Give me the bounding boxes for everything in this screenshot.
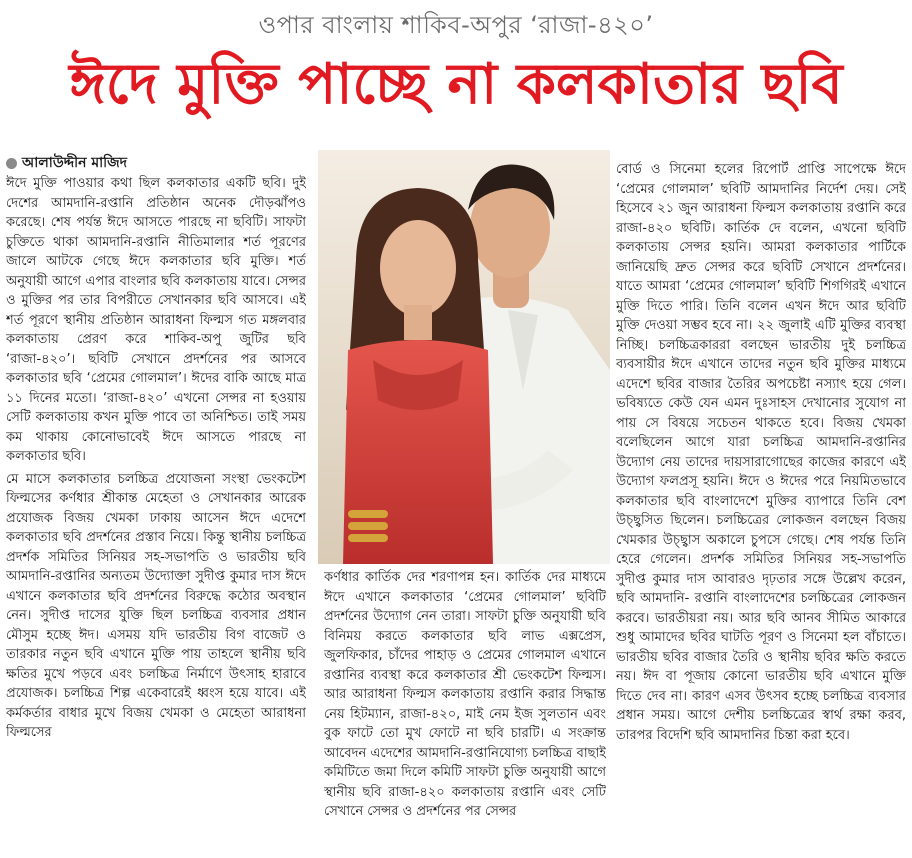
article-column-1 [6, 174, 306, 858]
column-1-paragraph-1: ঈদে মুক্তি পাওয়ার কথা ছিল কলকাতার একটি ছবি। দুই দেশের আমদানি-রপ্তানি প্রতিষ্ঠান অনেক দৌড়ঝাঁপও করেছে। শেষ পর্যন্ত ঈদে আসতে পারছে না ছবিটি। সাফটা চুক্তিতে থাকা আমদানি-রপ্তানি নীতিমালার শর্ত পূরণের জালে আটকে গেছে ঈদে কলকাতার ছবি মুক্তি। শর্ত অনুযায়ী আগে এপার বাংলার ছবি কলকাতায় যাবে। সেন্সর ও মুক্তির পর তার বিপরীতে সেখানকার ছবি আসবে। এই শর্ত পূরণে স্থানীয় প্রতিষ্ঠান আরাধনা ফিল্মস গত মঙ্গলবার কলকাতায় প্রেরণ করে শাকিব-অপু জুটির ছবি ‘রাজা-৪২০’। ছবিটি সেখানে প্রদর্শনের পর আসবে কলকাতার ছবি ‘প্রেমের গোলমাল’। ঈদের বাকি আছে মাত্র ১১ দিনের মতো। ‘রাজা-৪২০’ এখনো সেন্সর না হওয়ায় সেটি কলকাতায় কখন মুক্তি পাবে তা অনিশ্চিত। তাই সময় কম থাকায় কোনোভাবেই ঈদে আসতে পারছে না কলকাতার ছবি। [6, 176, 306, 464]
column-2-paragraph: কর্ণধার কার্তিক দের শরণাপন্ন হন। কার্তিক দের মাধ্যমে ঈদে এখানে কলকাতার ‘প্রেমের গোলমাল’ ছবিটি প্রদর্শনের উদ্যোগ নেন তারা। সাফটা চুক্তি অনুযায়ী ছবি বিনিময় করতে কলকাতার ছবি লাভ এক্সপ্রেস, জুলফিকার, চাঁদের পাহাড় ও প্রেমের গোলমাল এখানে রপ্তানির ব্যবস্থা করে কলকাতার শ্রী ভেংকটেশ ফিল্মস। আর আরাধনা ফিল্মস কলকাতায় রপ্তানি করার সিদ্ধান্ত নেয় হিটম্যান, রাজা-৪২০, মাই নেম ইজ সুলতান এবং বুক ফাটে তো মুখ ফোটে না ছবি চারটি। এ সংক্রান্ত আবেদন এদেশের আমদানি-রপ্তানিযোগ্য চলচ্চিত্র বাছাই কমিটিতে জমা দিলে কমিটি সাফটা চুক্তি অনুযায়ী আগে স্থানীয় ছবি রাজা-৪২০ কলকাতায় রপ্তানি এবং সেটি সেখানে সেন্সর ও প্রদর্শনের পর সেন্সর [324, 570, 606, 819]
article-kicker: ওপার বাংলায় শাকিব-অপুর ‘রাজা-৪২০’ [258, 11, 654, 39]
column-3-paragraph: বোর্ড ও সিনেমা হলের রিপোর্ট প্রাপ্তি সাপেক্ষে ঈদে ‘প্রেমের গোলমাল’ ছবিটি আমদানির নির্দেশ দেয়। সেই হিসেবে ২১ জুন আরাধনা ফিল্মস কলকাতায় রপ্তানি করে রাজা-৪২০ ছবিটি। কার্তিক দে বলেন, এখনো ছবিটি কলকাতায় সেন্সর হয়নি। আমরা কলকাতার পার্টিকে জানিয়েছি দ্রুত সেন্সর করে ছবিটি সেখানে প্রদর্শনের। যাতে আমরা ‘প্রেমের গোলমাল’ ছবিটি শিগগিরই এখানে মুক্তি দিতে পারি। তিনি বলেন এখন ঈদে আর ছবিটি মুক্তি দেওয়া সম্ভব হবে না। ২২ জুলাই এটি মুক্তির ব্যবস্থা নিচ্ছি। চলচ্চিত্রকাররা বলছেন ভারতীয় দুই চলচ্চিত্র ব্যবসায়ীর ঈদে এখানে তাদের নতুন ছবি মুক্তির মাধ্যমে এদেশে ছবির বাজার তৈরির অপচেষ্টা নস্যাৎ হয়ে গেল। ভবিষ্যতে কেউ যেন এমন দুঃসাহস দেখানোর সুযোগ না পায় সে বিষয়ে সচেতন থাকতে হবে। বিজয় খেমকা বলেছিলেন আগে যারা চলচ্চিত্র আমদানি-রপ্তানির উদ্যোগ নেয় তাদের দায়সারাগোছের কাজের কারণে এই উদ্যোগ ফলপ্রসূ হয়নি। ঈদে ও ঈদের পরে নিয়মিতভাবে কলকাতার ছবি বাংলাদেশে মুক্তির ব্যাপারে তিনি বেশ উচ্ছ্বসিত ছিলেন। চলচ্চিত্রের লোকজন বলছেন বিজয় খেমকার উচ্ছ্বাস অকালে চুপসে গেছে। শেষ পর্যন্ত তিনি হেরে গেলেন। প্রদর্শক সমিতির সিনিয়র সহ-সভাপতি সুদীপ্ত কুমার দাস আবারও দৃঢ়তার সঙ্গে উল্লেখ করেন, ছবি আমদানি- রপ্তানি বাংলাদেশের চলচ্চিত্রের লোকজন করবে। ভারতীয়রা নয়। আর ছবি আনব সীমিত আকারে শুধু আমাদের ছবির ঘাটতি পূরণ ও সিনেমা হল বাঁচাতে। ভারতীয় ছবির বাজার তৈরি ও স্থানীয় ছবির ক্ষতি করতে নয়। ঈদ বা পূজায় কোনো ভারতীয় ছবি এখানে মুক্তি দিতে দেব না। কারণ এসব উৎসব হচ্ছে চলচ্চিত্র ব্যবসার প্রধান সময়। আগে দেশীয় চলচ্চিত্রের স্বার্থ রক্ষা করব, তারপর বিদেশি ছবি আমদানির চিন্তা করা হবে। [616, 162, 906, 743]
article-column-3 [616, 160, 906, 858]
byline-author: আলাউদ্দীন মাজিদ [22, 155, 128, 171]
bullet-icon [6, 158, 17, 169]
couple-photo [318, 150, 610, 564]
byline [6, 154, 127, 172]
column-1-paragraph-2: মে মাসে কলকাতার চলচ্চিত্র প্রযোজনা সংস্থা ভেংকটেশ ফিল্মসের কর্ণধার শ্রীকান্ত মেহেতা ও সেখানকার আরেক প্রযোজক বিজয় খেমকা ঢাকায় আসেন ঈদে এদেশে কলকাতার ছবি প্রদর্শনের প্রস্তাব নিয়ে। কিন্তু স্থানীয় চলচ্চিত্র প্রদর্শক সমিতির সিনিয়র সহ-সভাপতি ও ভারতীয় ছবি আমদানি-রপ্তানির অন্যতম উদ্যোক্তা সুদীপ্ত কুমার দাস ঈদে এখানে কলকাতার ছবি প্রদর্শনের বিরুদ্ধে কঠোর অবস্থান নেন। সুদীপ্ত দাসের যুক্তি ছিল চলচ্চিত্র ব্যবসার প্রধান মৌসুম হচ্ছে ঈদ। এসময় যদি ভারতীয় বিগ বাজেট ও তারকার নতুন ছবি এখানে মুক্তি পায় তাহলে স্থানীয় ছবি ক্ষতির মুখে পড়বে এবং চলচ্চিত্র নির্মাণে উৎসাহ হারাবে প্রযোজক। চলচ্চিত্র শিল্প একেবারেই ধ্বংস হয়ে যাবে। এই কর্মকর্তার বাধার মুখে বিজয় খেমকা ও মেহেতা আরাধনা ফিল্মসের [6, 471, 306, 740]
article-column-2 [324, 568, 606, 858]
article-photo [318, 150, 610, 564]
article-headline: ঈদে মুক্তি পাচ্ছে না কলকাতার ছবি [69, 52, 843, 117]
